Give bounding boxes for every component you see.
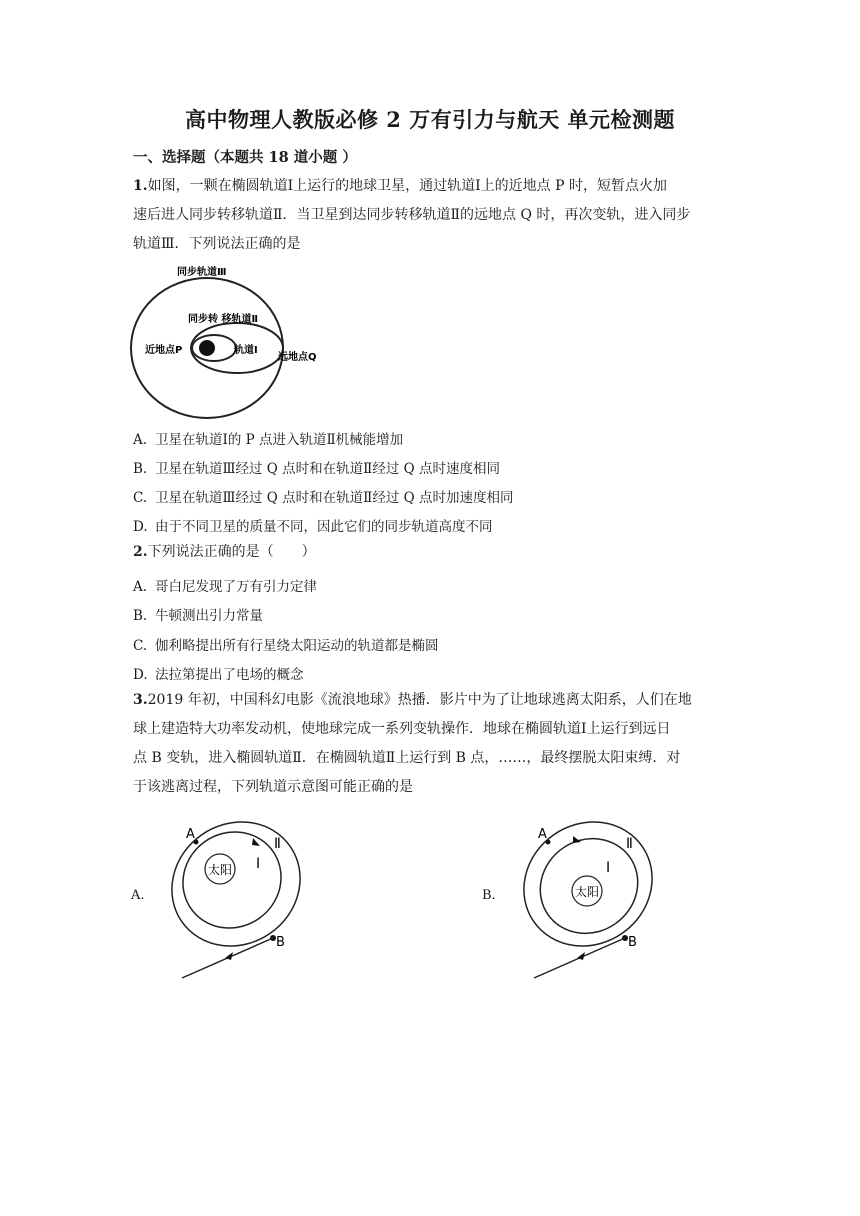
label-a: A [186, 827, 195, 842]
label-b: B [276, 935, 285, 950]
label-orbit-1: Ⅰ [256, 856, 261, 872]
q2-option-b[interactable]: B. 牛顿测出引力常量 [133, 608, 263, 624]
label-orbit-3: 同步轨道Ⅲ [177, 267, 227, 278]
label-orbit-1: Ⅰ [606, 860, 611, 876]
label-orbit-2: Ⅱ [274, 836, 281, 852]
label-b: B [628, 935, 637, 950]
arrow-icon [252, 838, 260, 846]
question-3-stem: 3.2019 年初，中国科幻电影《流浪地球》热播．影片中为了让地球逃离太阳系，人们在地 球上建造特大功率发动机，使地球完成一系列变轨操作．地球在椭圆轨道Ⅰ上运行到远日 点 B 变轨，进入椭圆轨道Ⅱ．在椭圆轨道Ⅱ上运行到 B 点，……，最终摆脱太阳束缚．对 于该逃离过程，下列轨道示意图可能正确的是 [133, 692, 692, 795]
label-orbit-2: 同步转 移轨道Ⅱ [188, 314, 259, 325]
q3-option-a-label[interactable]: A. [131, 888, 145, 903]
q3-option-b-label[interactable]: B. [482, 888, 496, 903]
q1-option-b[interactable]: B. 卫星在轨道Ⅲ经过 Q 点时和在轨道Ⅱ经过 Q 点时速度相同 [133, 461, 500, 477]
stem-line: 速后进人同步转移轨道Ⅱ．当卫星到达同步转移轨道Ⅱ的远地点 Q 时，再次变轨，进入同步 [133, 207, 691, 223]
label-orbit-2: Ⅱ [626, 836, 633, 852]
question-1-stem [133, 172, 733, 259]
earth-dot [199, 340, 215, 356]
q1-option-d[interactable]: D. 由于不同卫星的质量不同，因此它们的同步轨道高度不同 [133, 519, 493, 535]
document-title: 高中物理人教版必修 2 万有引力与航天 单元检测题 [184, 107, 676, 132]
q1-option-c[interactable]: C. 卫星在轨道Ⅲ经过 Q 点时和在轨道Ⅱ经过 Q 点时加速度相同 [133, 490, 514, 506]
q2-option-d[interactable]: D. 法拉第提出了电场的概念 [133, 667, 304, 683]
label-a: A [538, 827, 547, 842]
q2-option-c[interactable]: C. 伽利略提出所有行星绕太阳运动的轨道都是椭圆 [133, 638, 439, 654]
section-heading: 一、选择题（本题共 18 道小题 ） [133, 149, 357, 166]
stem-line: 轨道Ⅲ．下列说法正确的是 [133, 236, 301, 252]
question-number: 3. [133, 692, 148, 708]
q1-option-a[interactable]: A. 卫星在轨道Ⅰ的 P 点进入轨道Ⅱ机械能增加 [133, 432, 404, 448]
sun-label: 太阳 [208, 863, 233, 877]
label-far-point-q: 远地点Q [278, 352, 317, 363]
sun-label: 太阳 [575, 885, 600, 899]
orbit-diagram-q1 [130, 262, 330, 420]
question-2-stem: 2.下列说法正确的是（ ） [133, 544, 316, 560]
orbit-2-ellipse [170, 820, 310, 971]
orbit-diagram-option-a [170, 820, 310, 985]
question-number: 2. [133, 544, 148, 560]
orbit-diagram-option-b [522, 820, 662, 985]
question-number: 1. [133, 178, 148, 194]
label-near-point-p: 近地点P [145, 345, 183, 356]
q2-option-a[interactable]: A. 哥白尼发现了万有引力定律 [133, 579, 317, 595]
label-orbit-1: 轨道Ⅰ [234, 345, 258, 356]
stem-line: 如图，一颗在椭圆轨道Ⅰ上运行的地球卫星，通过轨道Ⅰ上的近地点 P 时，短暂点火加 [147, 178, 668, 194]
